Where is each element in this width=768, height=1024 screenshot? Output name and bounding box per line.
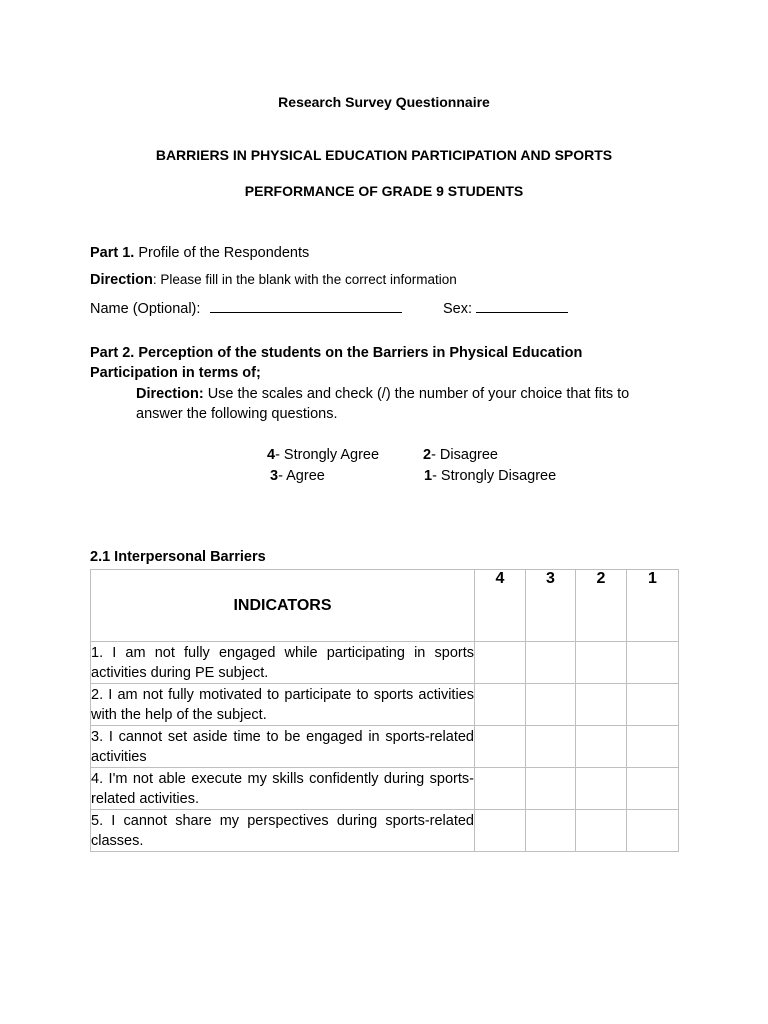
indicators-header: INDICATORS: [91, 570, 475, 642]
scale-item-4: [267, 447, 379, 463]
table-header-row: [91, 570, 679, 642]
scale-text: - Agree: [278, 468, 325, 484]
research-heading-line2: PERFORMANCE OF GRADE 9 STUDENTS: [244, 183, 524, 199]
rating-cell[interactable]: [526, 642, 576, 684]
part2-title-line1: Part 2. Perception of the students on the Barriers in Physical Education: [90, 345, 583, 361]
rating-cell[interactable]: [526, 726, 576, 768]
name-label: Name (Optional):: [90, 301, 201, 317]
part1-direction: [90, 272, 457, 288]
part2-title-line2: Participation in terms of;: [90, 365, 261, 381]
part1-heading: [90, 245, 309, 261]
indicator-text: 1. I am not fully engaged while participating in sports activities during PE subject.: [91, 642, 475, 684]
rating-cell[interactable]: [526, 768, 576, 810]
sex-field-row: [443, 299, 568, 317]
scale-item-1: [424, 468, 556, 484]
part1-title: Profile of the Respondents: [134, 245, 310, 261]
rating-cell[interactable]: [526, 684, 576, 726]
rating-cell[interactable]: [627, 810, 679, 852]
sex-blank-field[interactable]: [476, 299, 568, 313]
scale-number: 4: [267, 447, 276, 463]
column-header-2: 2: [576, 570, 627, 642]
column-header-4: 4: [475, 570, 526, 642]
indicators-table: [90, 569, 679, 852]
rating-cell[interactable]: [526, 810, 576, 852]
part1-direction-label: Direction: [90, 272, 153, 288]
part1-label: Part 1.: [90, 245, 135, 261]
indicator-text: 4. I'm not able execute my skills confidently during sports-related activities.: [91, 768, 475, 810]
table-row: [91, 684, 679, 726]
part2-direction-line2: answer the following questions.: [136, 406, 338, 422]
rating-cell[interactable]: [475, 810, 526, 852]
indicator-text: 2. I am not fully motivated to participate to sports activities with the help of the subject.: [91, 684, 475, 726]
document-title: Research Survey Questionnaire: [278, 94, 490, 110]
part1-direction-text: : Please fill in the blank with the correct information: [152, 272, 457, 287]
part2-direction-line1: [136, 386, 629, 402]
rating-cell[interactable]: [576, 726, 627, 768]
rating-cell[interactable]: [627, 684, 679, 726]
research-heading-line1: BARRIERS IN PHYSICAL EDUCATION PARTICIPATION AND SPORTS: [155, 147, 613, 163]
indicator-text: 5. I cannot share my perspectives during sports-related classes.: [91, 810, 475, 852]
table-row: [91, 768, 679, 810]
part2-direction-label: Direction:: [136, 386, 204, 402]
rating-cell[interactable]: [576, 810, 627, 852]
part2-direction-text: Use the scales and check (/) the number of your choice that fits to: [203, 386, 630, 402]
scale-number: 2: [423, 447, 432, 463]
indicator-text: 3. I cannot set aside time to be engaged in sports-related activities: [91, 726, 475, 768]
rating-cell[interactable]: [475, 726, 526, 768]
rating-cell[interactable]: [475, 768, 526, 810]
rating-cell[interactable]: [627, 768, 679, 810]
rating-cell[interactable]: [576, 768, 627, 810]
column-header-1: 1: [627, 570, 679, 642]
rating-cell[interactable]: [475, 642, 526, 684]
table-row: [91, 810, 679, 852]
table-row: [91, 642, 679, 684]
name-blank-field[interactable]: [210, 299, 402, 313]
rating-cell[interactable]: [475, 684, 526, 726]
rating-cell[interactable]: [627, 726, 679, 768]
scale-text: - Disagree: [431, 447, 498, 463]
scale-item-3: [270, 468, 325, 484]
column-header-3: 3: [526, 570, 576, 642]
scale-text: - Strongly Agree: [275, 447, 380, 463]
rating-cell[interactable]: [576, 684, 627, 726]
sex-label: Sex:: [443, 301, 473, 317]
rating-cell[interactable]: [576, 642, 627, 684]
scale-number: 3: [270, 468, 279, 484]
scale-number: 1: [424, 468, 433, 484]
table-row: [91, 726, 679, 768]
scale-item-2: [423, 447, 498, 463]
rating-cell[interactable]: [627, 642, 679, 684]
section-title: 2.1 Interpersonal Barriers: [90, 549, 266, 565]
name-field-row: [90, 299, 402, 317]
scale-text: - Strongly Disagree: [432, 468, 557, 484]
